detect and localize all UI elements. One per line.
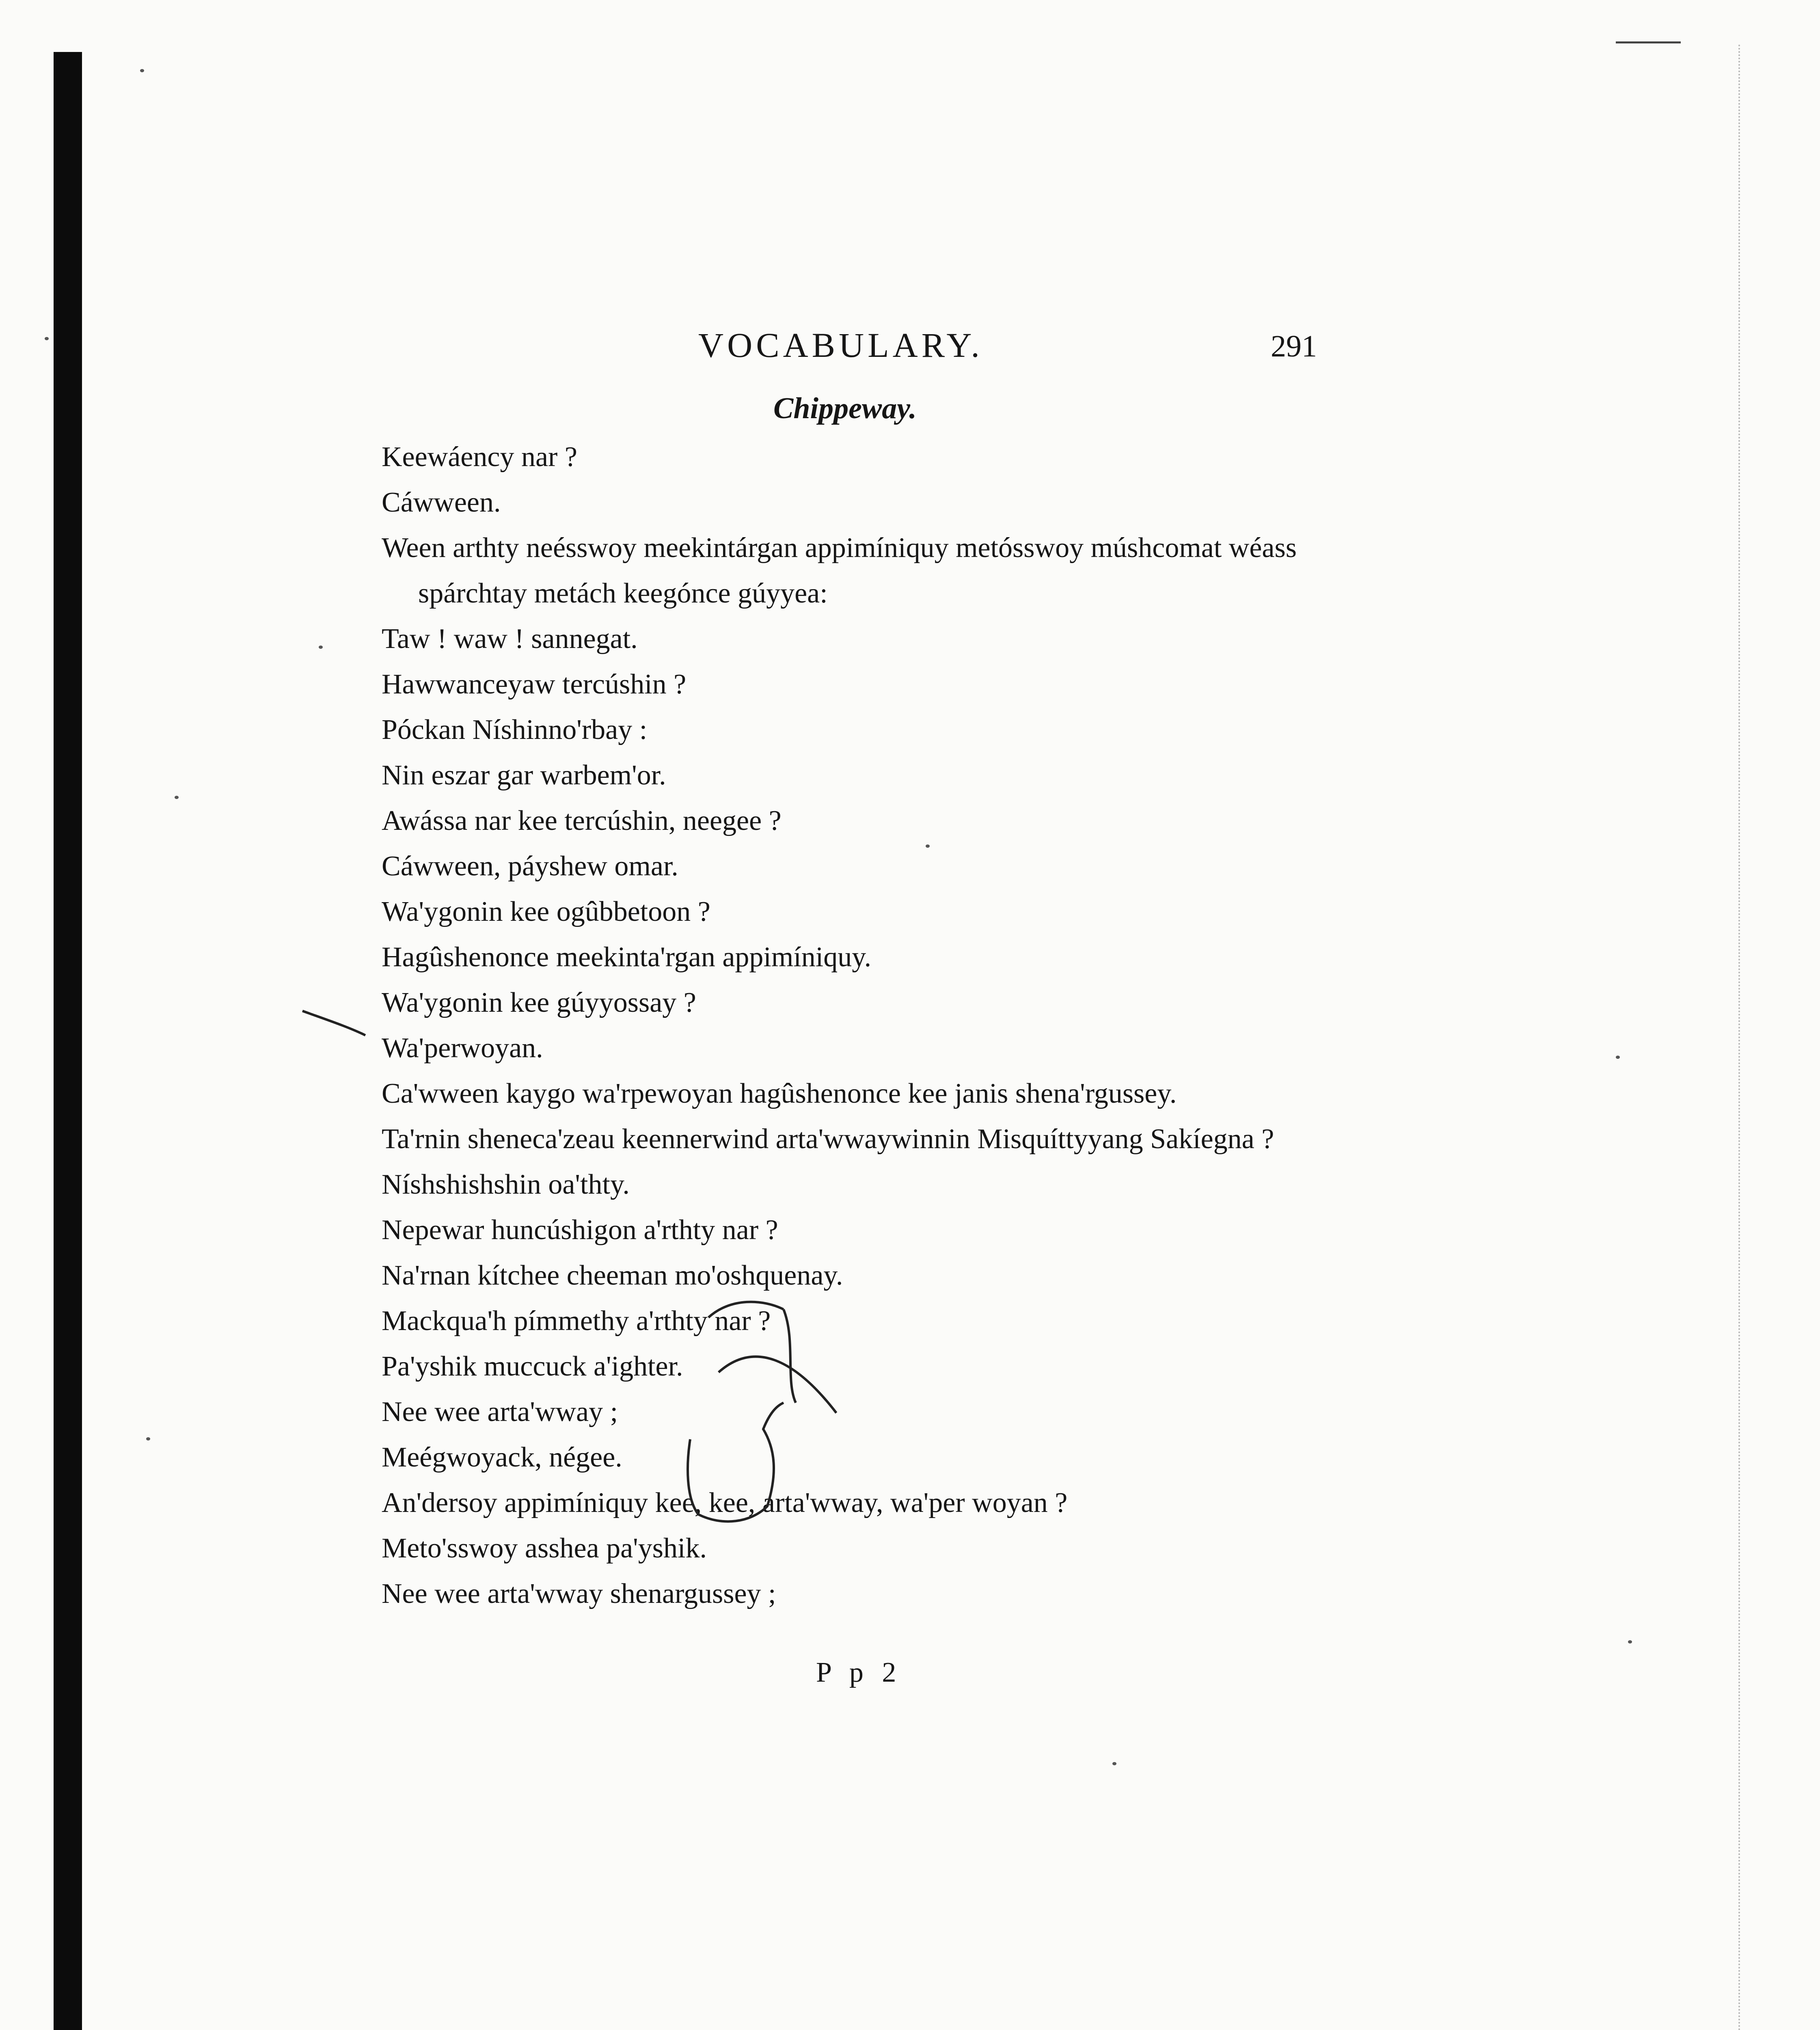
vocabulary-list: [382, 434, 1328, 1617]
printer-signature: P p 2: [816, 1657, 902, 1688]
page-edge: [1738, 45, 1742, 2030]
vocabulary-entry: Meto'sswoy asshea pa'yshik.: [382, 1533, 707, 1564]
running-head: VOCABULARY.: [698, 326, 983, 365]
vocabulary-entry: Keewáency nar ?: [382, 441, 577, 473]
page-number: 291: [1271, 329, 1317, 363]
scan-mark: [1616, 41, 1681, 43]
scan-speck: [319, 646, 323, 649]
binding-shadow: [54, 52, 82, 2030]
vocabulary-entry: Wa'ygonin kee gúyyossay ?: [382, 987, 696, 1018]
vocabulary-entry: Cáwween, páyshew omar.: [382, 851, 678, 882]
vocabulary-entry: Cáwween.: [382, 487, 501, 518]
vocabulary-entry: Níshshishshin oa'thty.: [382, 1169, 630, 1200]
vocabulary-entry: Awássa nar kee tercúshin, neegee ?: [382, 805, 782, 836]
vocabulary-entry: An'dersoy appimíniquy kee, kee, arta'wway, wa'per woyan ?: [382, 1487, 1068, 1518]
scan-speck: [1112, 1762, 1116, 1765]
vocabulary-entry: Nepewar huncúshigon a'rthty nar ?: [382, 1214, 778, 1246]
vocabulary-entry: Ween arthty neésswoy meekintárgan appimíniquy metósswoy múshcomat wéass spárchtay metách keegónce gúyyea:: [382, 532, 1297, 609]
section-subheading: Chippeway.: [773, 392, 917, 425]
scan-speck: [45, 337, 49, 340]
vocabulary-entry: Ca'wween kaygo wa'rpewoyan hagûshenonce kee janis shena'rgussey.: [382, 1078, 1177, 1109]
vocabulary-entry: Póckan Níshinno'rbay :: [382, 714, 648, 745]
vocabulary-entry: Mackqua'h pímmethy a'rthty nar ?: [382, 1305, 771, 1337]
scan-speck: [140, 69, 144, 72]
scan-speck: [175, 796, 179, 799]
vocabulary-entry: Wa'perwoyan.: [382, 1032, 543, 1064]
vocabulary-entry: Hawwanceyaw tercúshin ?: [382, 669, 687, 700]
vocabulary-entry: Nee wee arta'wway ;: [382, 1396, 618, 1427]
vocabulary-entry: Nin eszar gar warbem'or.: [382, 760, 666, 791]
vocabulary-entry: Wa'ygonin kee ogûbbetoon ?: [382, 896, 710, 927]
vocabulary-entry: Pa'yshik muccuck a'ighter.: [382, 1351, 683, 1382]
scan-speck: [1616, 1056, 1620, 1059]
scan-speck: [146, 1437, 150, 1440]
vocabulary-entry: Na'rnan kítchee cheeman mo'oshquenay.: [382, 1260, 843, 1291]
vocabulary-entry: Ta'rnin sheneca'zeau keennerwind arta'wwaywinnin Misquíttyyang Sakíegna ?: [382, 1123, 1274, 1155]
vocabulary-entry: Nee wee arta'wway shenargussey ;: [382, 1578, 776, 1609]
scan-speck: [1628, 1640, 1632, 1643]
vocabulary-entry: Meégwoyack, négee.: [382, 1442, 622, 1473]
vocabulary-entry: Taw ! waw ! sannegat.: [382, 623, 638, 654]
vocabulary-entry: Hagûshenonce meekinta'rgan appimíniquy.: [382, 942, 872, 973]
